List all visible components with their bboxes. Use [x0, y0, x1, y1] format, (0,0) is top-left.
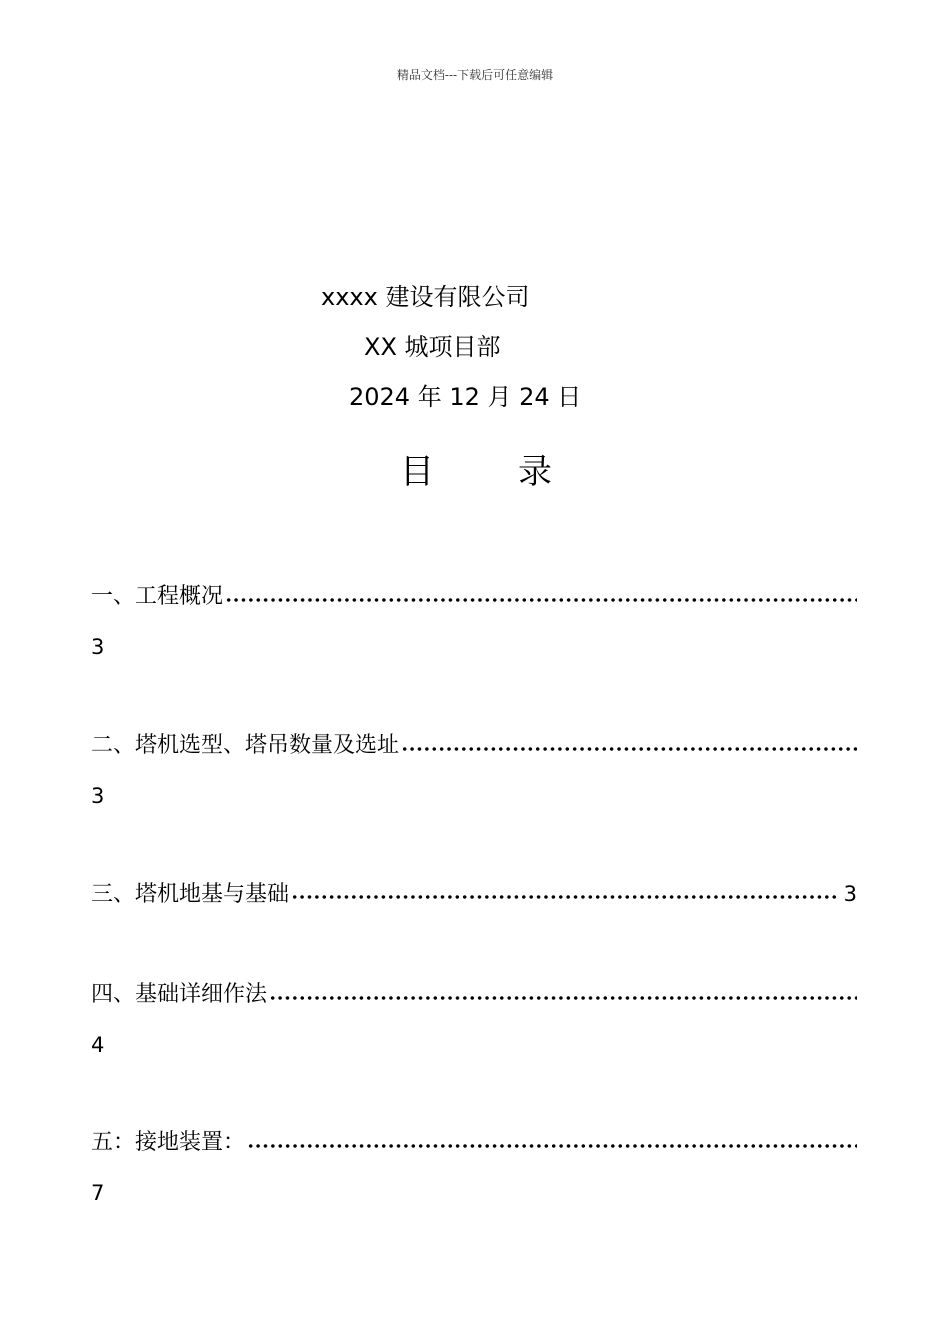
toc-entry-text: 二、塔机选型、塔吊数量及选址: [91, 733, 400, 758]
toc-entry-text: 四、基础详细作法: [91, 982, 268, 1007]
toc-entry-page: 3: [91, 635, 105, 659]
toc-title-char-1: 目: [400, 452, 434, 492]
company-name: xxxx 建设有限公司: [321, 283, 530, 311]
document-date: 2024 年 12 月 24 日: [349, 383, 582, 411]
toc-entry[interactable]: [91, 1128, 857, 1208]
toc-entry[interactable]: [91, 582, 857, 662]
toc-entry-text: 三、塔机地基与基础: [91, 882, 290, 907]
page-header-note: 精品文档---下载后可任意编辑: [396, 68, 554, 82]
toc-title: [400, 450, 552, 494]
toc-leader-dots: [269, 996, 857, 1000]
toc-leader-dots: [401, 747, 857, 751]
toc-entry-page: 3: [843, 882, 857, 906]
toc-leader-dots: [225, 598, 857, 602]
toc-entry[interactable]: [91, 879, 857, 909]
toc-entry-page: 4: [91, 1033, 105, 1057]
toc-leader-dots: [291, 895, 836, 899]
toc-entry-text: 一、工程概况: [91, 584, 224, 609]
toc-entry-text: 五：接地装置：: [91, 1130, 246, 1155]
toc-entry[interactable]: [91, 980, 857, 1060]
toc-leader-dots: [247, 1144, 857, 1148]
toc-entry[interactable]: [91, 731, 857, 811]
toc-entry-page: 7: [91, 1181, 105, 1205]
project-department: XX 城项目部: [364, 333, 501, 361]
toc-title-char-2: 录: [518, 452, 552, 492]
toc-entry-page: 3: [91, 784, 105, 808]
